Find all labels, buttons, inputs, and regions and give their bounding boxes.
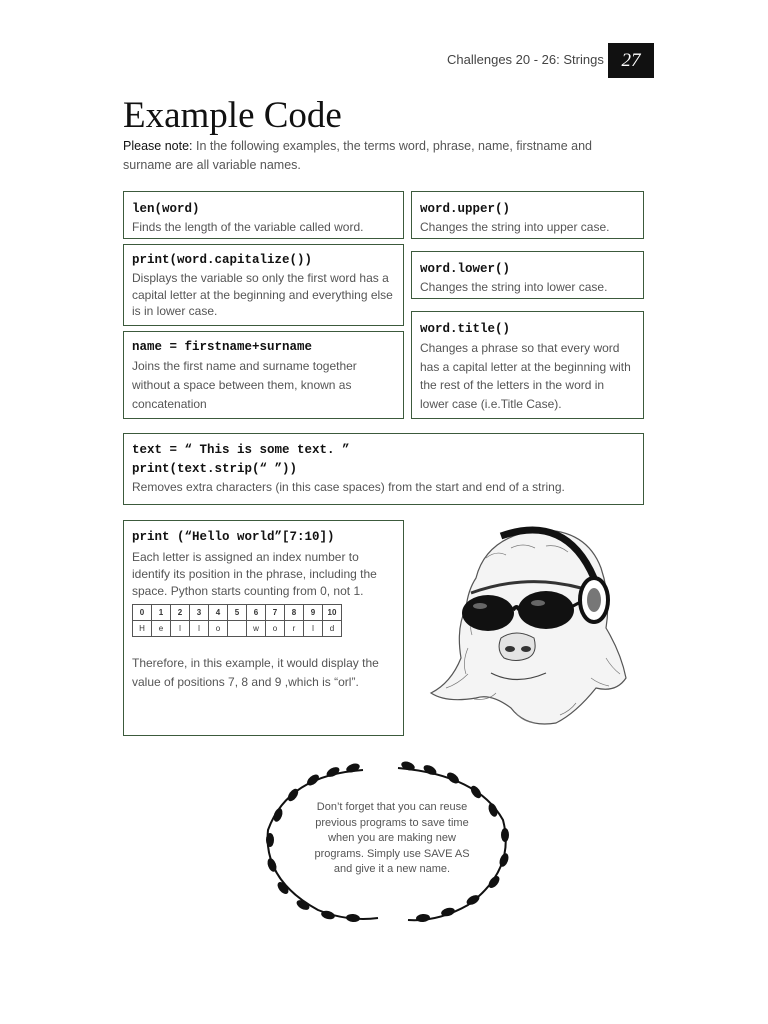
note-paragraph (123, 137, 633, 175)
letter-cell: l (171, 621, 190, 637)
len-code: len(word) (132, 202, 200, 216)
concat-box (123, 331, 404, 419)
upper-code: word.upper() (420, 202, 511, 216)
capitalize-box (123, 244, 404, 326)
letter-cell: e (152, 621, 171, 637)
len-box (123, 191, 404, 239)
index-table (132, 604, 342, 637)
title-box (411, 311, 644, 419)
letter-cell: l (190, 621, 209, 637)
concat-desc: Joins the first name and surname together without a space between them, known as concatenation (132, 359, 357, 411)
letter-cell: o (266, 621, 285, 637)
index-cell: 9 (304, 605, 323, 621)
page-number: 27 (608, 43, 654, 78)
index-cell: 1 (152, 605, 171, 621)
letter-cell: o (209, 621, 228, 637)
note-text: In the following examples, the terms word, phrase, name, firstname and surname are all variable names. (123, 139, 592, 172)
index-cell: 6 (247, 605, 266, 621)
lower-desc: Changes the string into lower case. (420, 280, 608, 294)
letter-cell (228, 621, 247, 637)
index-cell: 5 (228, 605, 247, 621)
gorilla-with-headphones-illustration (416, 518, 646, 738)
strip-code-line2: print(text.strip(“ ”)) (132, 462, 298, 476)
capitalize-desc: Displays the variable so only the first word has a capital letter at the beginning and everything else is in lower case. (132, 271, 393, 318)
upper-box (411, 191, 644, 239)
capitalize-code: print(word.capitalize()) (132, 253, 313, 267)
note-lead: Please note: (123, 139, 193, 153)
page-title: Example Code (123, 95, 342, 136)
lower-box (411, 251, 644, 299)
slice-desc-2: Therefore, in this example, it would display the value of positions 7, 8 and 9 ,which is “orl”. (132, 656, 379, 689)
letter-cell: d (323, 621, 342, 637)
slice-desc-1: Each letter is assigned an index number to identify its position in the phrase, including the space. Python starts counting from 0, not 1. (132, 550, 377, 598)
chapter-header: Challenges 20 - 26: Strings (447, 52, 604, 67)
index-cell: 2 (171, 605, 190, 621)
index-cell: 4 (209, 605, 228, 621)
letter-row (133, 621, 342, 637)
index-cell: 0 (133, 605, 152, 621)
index-cell: 7 (266, 605, 285, 621)
slice-box (123, 520, 404, 736)
lower-code: word.lower() (420, 262, 511, 276)
letter-cell: w (247, 621, 266, 637)
upper-desc: Changes the string into upper case. (420, 220, 610, 234)
title-desc: Changes a phrase so that every word has a capital letter at the beginning with the rest of the letters in the word in lower case (i.e.Title Case). (420, 341, 631, 411)
strip-desc: Removes extra characters (in this case spaces) from the start and end of a string. (132, 480, 565, 494)
letter-cell: l (304, 621, 323, 637)
strip-code-line1: text = “ This is some text. ” (132, 443, 350, 457)
title-code: word.title() (420, 322, 511, 336)
tip-text: Don’t forget that you can reuse previous programs to save time when you are making new programs. Simply use SAVE AS and give it a new name. (314, 801, 470, 875)
letter-cell: H (133, 621, 152, 637)
index-cell: 8 (285, 605, 304, 621)
index-cell: 10 (323, 605, 342, 621)
index-cell: 3 (190, 605, 209, 621)
len-desc: Finds the length of the variable called word. (132, 220, 364, 234)
concat-code: name = firstname+surname (132, 340, 313, 354)
index-row (133, 605, 342, 621)
letter-cell: r (285, 621, 304, 637)
strip-box (123, 433, 644, 505)
slice-code: print (“Hello world”[7:10]) (132, 530, 335, 544)
